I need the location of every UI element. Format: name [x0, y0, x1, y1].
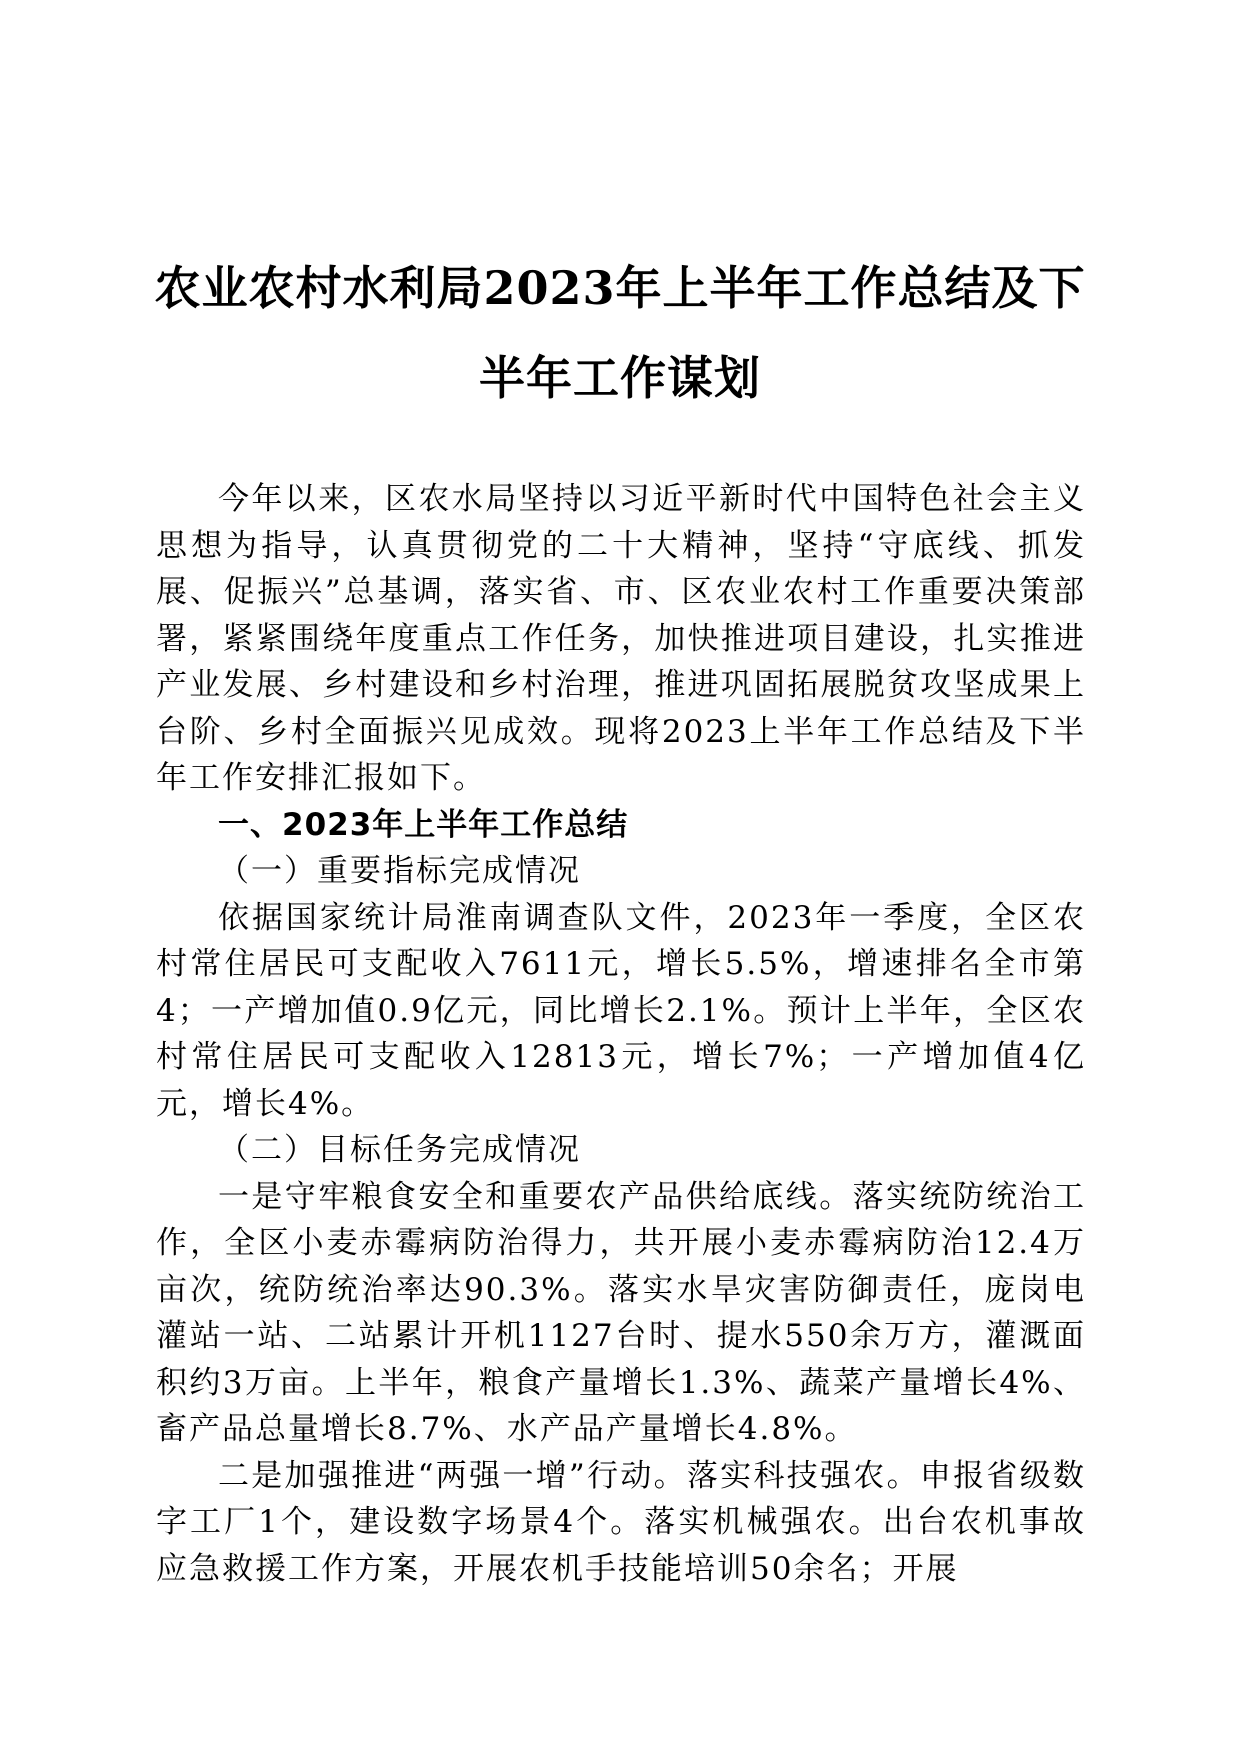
indicators-paragraph: 依据国家统计局淮南调查队文件，2023年一季度，全区农村常住居民可支配收入7611元，增长5.5%，增速排名全市第4；一产增加值0.9亿元，同比增长2.1%。预计上半年，全区农村常住居民可支配收入12813元，增长7%；一产增加值4亿元，增长4%。 — [156, 899, 1086, 1122]
intro-paragraph: 今年以来，区农水局坚持以习近平新时代中国特色社会主义思想为指导，认真贯彻党的二十大精神，坚持“守底线、抓发展、促振兴”总基调，落实省、市、区农业农村工作重要决策部署，紧紧围绕年度重点工作任务，加快推进项目建设，扎实推进产业发展、乡村建设和乡村治理，推进巩固拓展脱贫攻坚成果上台阶、乡村全面振兴见成效。现将2023上半年工作总结及下半年工作安排汇报如下。 — [156, 481, 1086, 796]
section-heading-1: 一、2023年上半年工作总结 — [218, 806, 629, 843]
grain-security-paragraph: 一是守牢粮食安全和重要农产品供给底线。落实统防统治工作，全区小麦赤霉病防治得力，共开展小麦赤霉病防治12.4万亩次，统防统治率达90.3%。落实水旱灾害防御责任，庞岗电灌站一站、二站累计开机1127台时、提水550余万方，灌溉面积约3万亩。上半年，粮食产量增长1.3%、蔬菜产量增长4%、畜产品总量增长8.7%、水产品产量增长4.8%。 — [156, 1178, 1086, 1447]
document-title-line-2: 半年工作谋划 — [479, 351, 761, 405]
subsection-heading-1: （一）重要指标完成情况 — [218, 853, 581, 889]
document-title-line-1: 农业农村水利局2023年上半年工作总结及下 — [154, 261, 1086, 315]
two-strong-one-increase-paragraph: 二是加强推进“两强一增”行动。落实科技强农。申报省级数字工厂1个，建设数字场景4个。落实机械强农。出台农机事故应急救援工作方案，开展农机手技能培训50余名；开展 — [156, 1457, 1086, 1587]
document-body — [156, 476, 1086, 1592]
subsection-heading-2: （二）目标任务完成情况 — [218, 1132, 581, 1168]
